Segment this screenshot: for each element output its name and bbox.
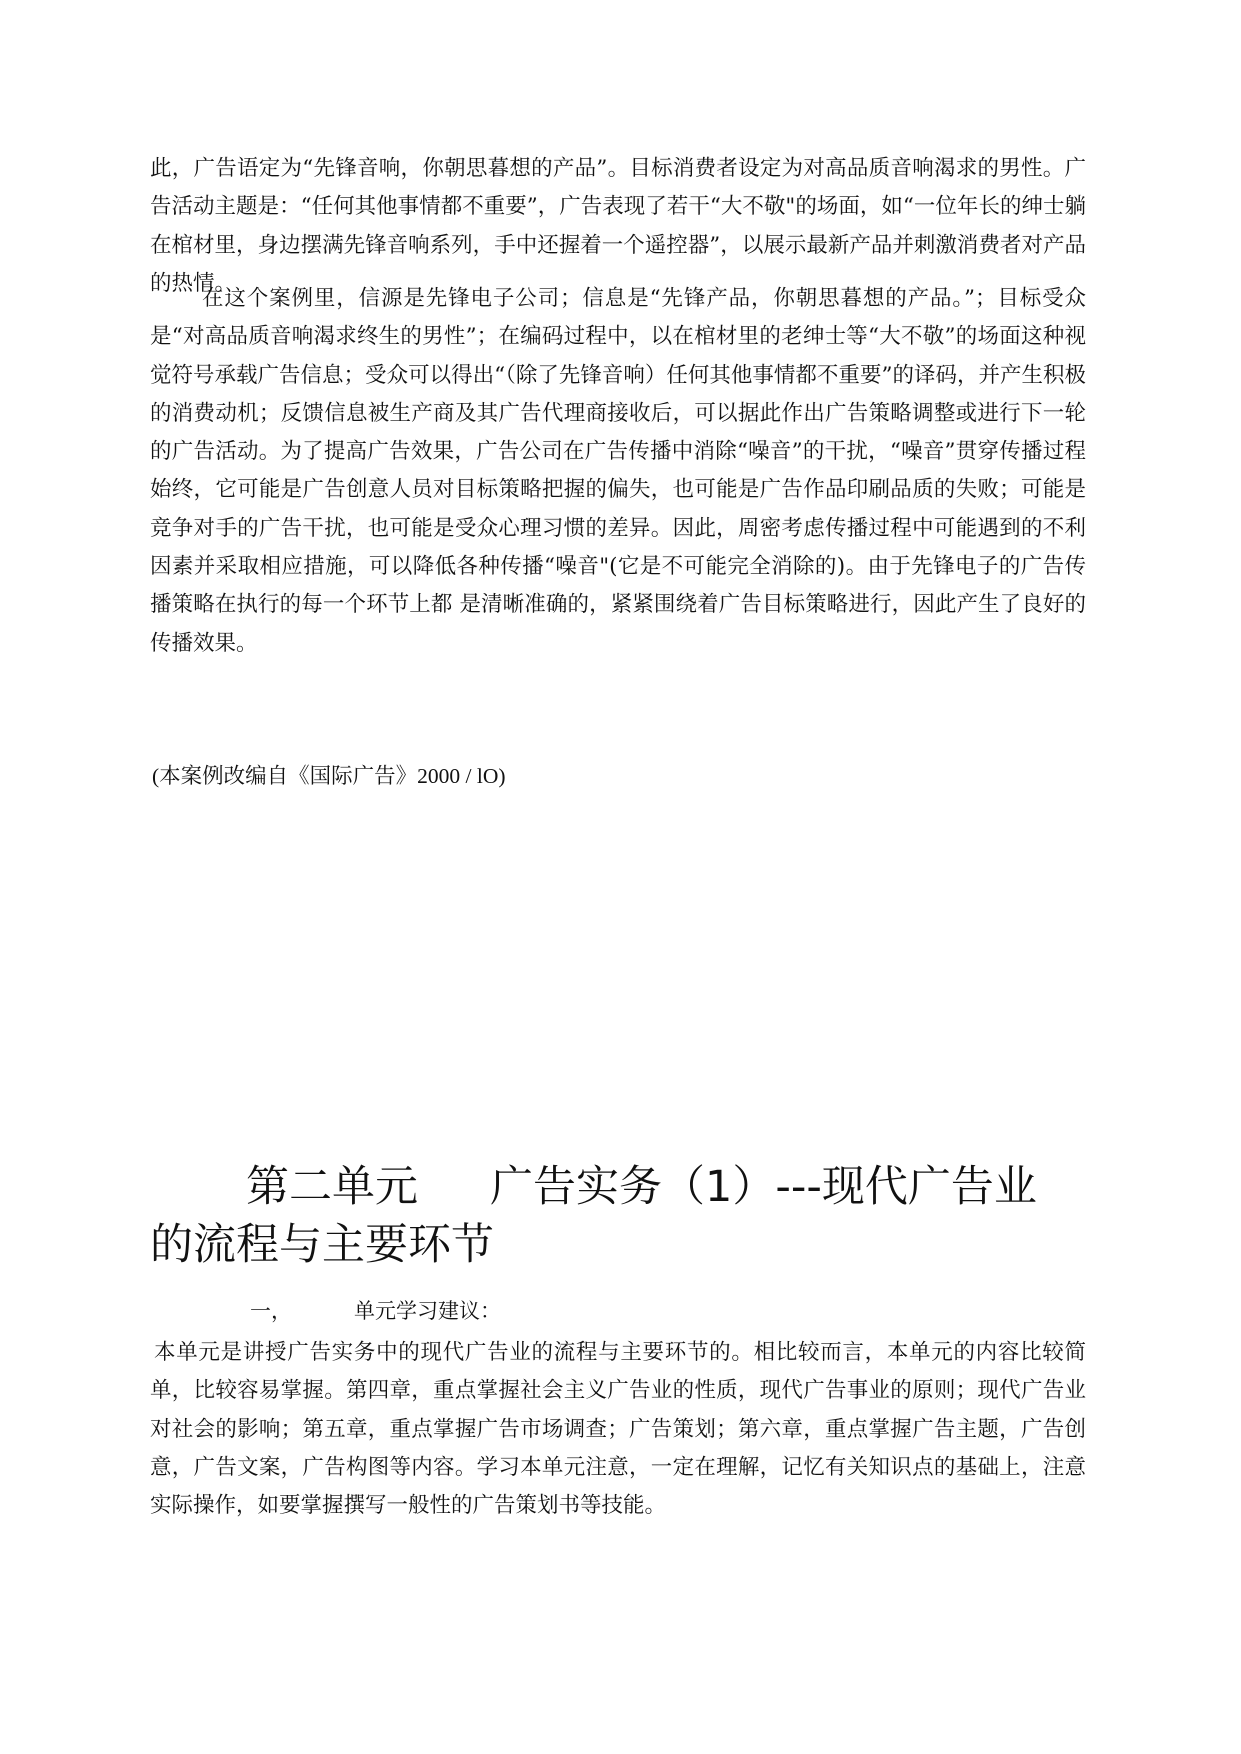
section-title: 单元学习建议： — [354, 1299, 501, 1323]
unit-title-line1: 广告实务（1）---现代广告业 — [490, 1162, 1037, 1212]
unit-number: 第二单元 — [246, 1162, 418, 1212]
section-heading — [250, 1293, 501, 1329]
paragraph-study-advice: 本单元是讲授广告实务中的现代广告业的流程与主要环节的。相比较而言，本单元的内容比较简单，比较容易掌握。第四章，重点掌握社会主义广告业的性质，现代广告事业的原则；现代广告业对社会的影响；第五章，重点掌握广告市场调查；广告策划；第六章，重点掌握广告主题，广告创意，广告文案，广告构图等内容。学习本单元注意，一定在理解，记忆有关知识点的基础上，注意实际操作，如要掌握撰写一般性的广告策划书等技能。 — [150, 1340, 1086, 1519]
section-number: 一， — [250, 1299, 292, 1323]
unit-heading — [150, 1158, 1090, 1274]
case-source-note: (本案例改编自《国际广告》2000 / lO) — [152, 764, 506, 788]
paragraph-case-analysis: 在这个案例里，信源是先锋电子公司；信息是“先锋产品，你朝思暮想的产品。”；目标受众是“对高品质音响渴求终生的男性”；在编码过程中，以在棺材里的老绅士等“大不敬”的场面这种视觉符号承载广告信息；受众可以得出“（除了先锋音响）任何其他事情都不重要”的译码，并产生积极的消费动机；反馈信息被生产商及其广告代理商接收后，可以据此作出广告策略调整或进行下一轮的广告活动。为了提高广告效果，广告公司在广告传播中消除“噪音”的干扰，“噪音”贯穿传播过程始终，它可能是广告创意人员对目标策略把握的偏失，也可能是广告作品印刷品质的失败；可能是竞争对手的广告干扰，也可能是受众心理习惯的差异。因此，周密考虑传播过程中可能遇到的不利因素并采取相应措施，可以降低各种传播“噪音"(它是不可能完全消除的)。由于先锋电子的广告传播策略在执行的每一个环节上都 是清晰准确的，紧紧围绕着广告目标策略进行，因此产生了良好的传播效果。 — [150, 286, 1086, 656]
unit-title-line2: 的流程与主要环节 — [150, 1220, 494, 1270]
paragraph-case-intro: 此，广告语定为“先锋音响，你朝思暮想的产品”。目标消费者设定为对高品质音响渴求的男性。广告活动主题是：“任何其他事情都不重要”，广告表现了若干“大不敬"的场面，如“一位年长的绅士躺在棺材里，身边摆满先锋音响系列，手中还握着一个遥控器”，以展示最新产品并刺激消费者对产品的热情。 — [150, 156, 1086, 296]
